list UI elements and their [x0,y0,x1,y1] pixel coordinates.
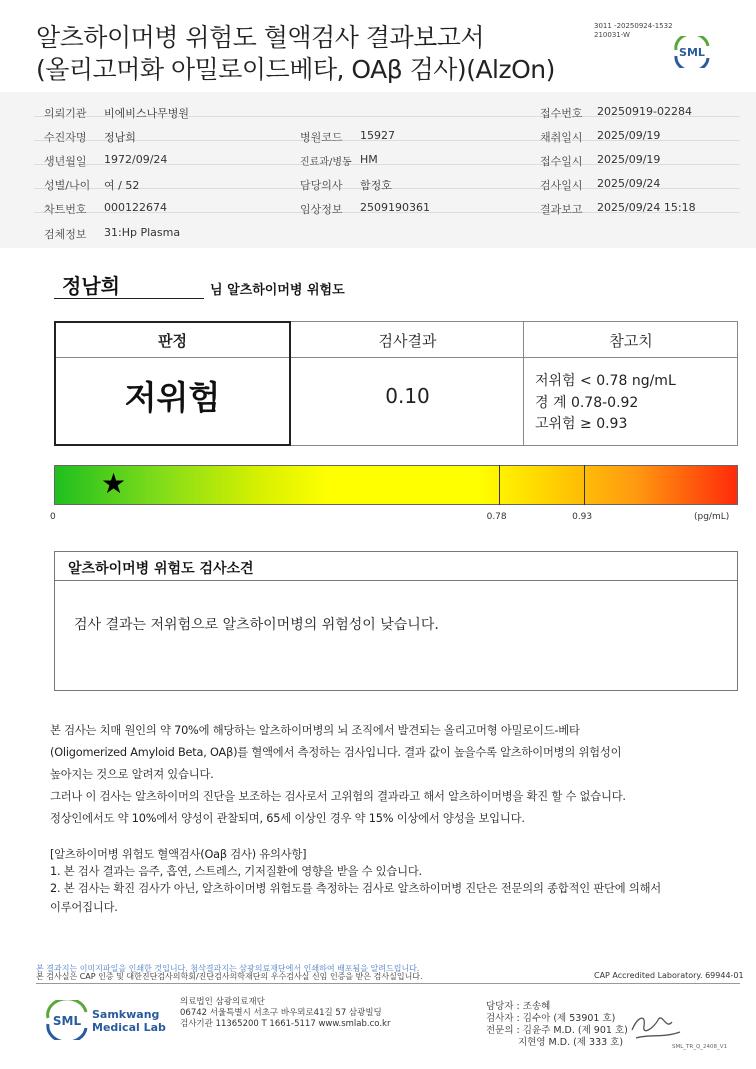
reference-border: 경 계 0.78-0.92 [535,395,639,411]
doctor-label: 담당의사 [300,179,343,192]
doctor-value: 함정호 [360,179,392,192]
collected-label: 채취일시 [540,131,583,144]
description-line-2: (Oligomerized Amyloid Beta, OAβ)를 혈액에서 측정하는 검사입니다. 결과 값이 높을수록 알츠하이머병의 위험성이 [50,746,622,759]
result-value: 0.10 [385,384,430,408]
description-line-4: 그러나 이 검사는 알츠하이머의 진단을 보조하는 검사로서 고위험의 결과라고 해서 알츠하이머병을 확진 할 수 없습니다. [50,790,626,803]
dept-value: HM [360,153,378,166]
signature-icon [628,1008,684,1048]
logo-top-text: SML [679,46,705,59]
notes-item-2: 2. 본 검사는 확진 검사가 아닌, 알츠하이머병 위험도를 측정하는 검사로 알츠하이머병 진단은 전문의의 종합적인 판단에 의해서 [50,882,661,895]
title-line-1: 알츠하이머병 위험도 혈액검사 결과보고서 [36,23,485,52]
sex-age-label: 성별/나이 [44,179,91,192]
org-name-en-1: Samkwang [92,1008,160,1021]
dob-value: 1972/09/24 [104,153,168,166]
image-print-notice: 본 결과지는 이미지파일을 인쇄한 것입니다. 첨삭결과지는 삼광의료재단에서 인쇄하여 배포됨을 알려드립니다. [36,964,420,973]
staff-line-3: 전문의 : 김윤주 M.D. (제 901 호) [486,1025,628,1036]
specimen-value: 31:Hp Plasma [104,226,181,239]
gauge-threshold-low [499,465,500,505]
gauge-tick-0: 0 [50,512,56,522]
patient-info-panel [0,92,756,248]
tested-value: 2025/09/24 [597,177,661,190]
sml-logo-icon [670,36,714,68]
org-name-en [92,1008,166,1034]
opinion-text: 검사 결과는 저위험으로 알츠하이머병의 위험성이 낮습니다. [74,617,439,633]
reported-value: 2025/09/24 15:18 [597,201,696,214]
reference-high: 고위험 ≥ 0.93 [535,416,628,432]
sex-age-value: 여 / 52 [104,179,140,192]
address-line-2: 06742 서울특별시 서초구 바우뫼로41길 57 삼광빌딩 [180,1008,382,1018]
cap-accreditation: CAP Accredited Laboratory. 69944-01 [594,971,744,980]
description-line-1: 본 검사는 치매 원인의 약 70%에 해당하는 알츠하이머병의 뇌 조직에서 발견되는 올리고머형 아밀로이드-베타 [50,724,580,737]
gauge-tick-093: 0.93 [572,512,593,522]
staff-line-2: 검사자 : 김수아 (제 53901 호) [486,1013,616,1024]
clinical-value: 2509190361 [360,201,430,214]
name-suffix: 님 알츠하이머병 위험도 [210,283,345,298]
staff-list [486,1001,628,1049]
notes-title: [알츠하이머병 위험도 혈액검사(Oaβ 검사) 유의사항] [50,848,307,861]
description-line-3: 높아지는 것으로 알려져 있습니다. [50,768,214,781]
specimen-label: 검체정보 [44,228,87,241]
certification-note: 본 검사실은 CAP 인증 및 대한진단검사의학회/진단검사의학재단의 우수검사실 신임 인증을 받은 검사실입니다. [36,972,423,981]
dept-label: 진료과/병동 [300,157,352,168]
judgement-value: 저위험 [124,378,221,417]
received-value: 2025/09/19 [597,153,661,166]
notes-item-2-cont: 이루어집니다. [50,901,118,914]
patient-name-heading: 정남희 [62,274,120,298]
document-id [594,22,673,40]
institution-label: 의뢰기관 [44,107,87,120]
report-title [36,22,555,86]
logo-bottom-text: SML [52,1014,82,1028]
receipt-no-value: 20250919-02284 [597,105,692,118]
hospital-code-value: 15927 [360,129,395,142]
hospital-code-label: 병원코드 [300,131,343,144]
title-line-2: (올리고머화 아밀로이드베타, OAβ 검사)(AlzOn) [36,55,555,84]
gauge-tick-078: 0.78 [486,512,507,522]
judge-header: 판정 [158,332,187,350]
description-line-5: 정상인에서도 약 10%에서 양성이 관찰되며, 65세 이상인 경우 약 15% 이상에서 양성을 보입니다. [50,812,525,825]
patient-value: 정남희 [104,131,136,144]
staff-line-1: 담당자 : 조송혜 [486,1001,551,1012]
sml-footer-logo-icon [44,1000,90,1044]
staff-line-4: 지현영 M.D. (제 333 호) [518,1037,624,1048]
reference-header: 참고치 [609,332,653,350]
address-line-1: 의료법인 삼광의료재단 [180,997,265,1007]
dob-label: 생년월일 [44,155,87,168]
chart-no-label: 차트번호 [44,203,87,216]
doc-id-line-1: 3011 -20250924-1532 [594,22,673,30]
name-underline [54,298,204,299]
gauge-threshold-high [584,465,585,505]
opinion-title: 알츠하이머병 위험도 검사소견 [68,561,254,577]
gauge-unit: (pg/mL) [694,512,730,522]
reference-low: 저위험 < 0.78 ng/mL [535,373,676,389]
org-name-en-2: Medical Lab [92,1021,166,1034]
chart-no-value: 000122674 [104,201,167,214]
patient-label: 수진자명 [44,131,87,144]
received-label: 접수일시 [540,155,583,168]
risk-gauge-bar [54,465,738,505]
notes-item-1: 1. 본 검사 결과는 음주, 흡연, 스트레스, 기저질환에 영향을 받을 수 있습니다. [50,865,422,878]
institution-value: 비에비스나무병원 [104,107,190,120]
tested-label: 검사일시 [540,179,583,192]
address-line-3: 검사기관 11365200 T 1661-5117 www.smlab.co.kr [180,1019,391,1029]
org-address [180,997,390,1030]
doc-id-line-2: 210031-W [594,31,630,39]
reported-label: 결과보고 [540,203,583,216]
gauge-marker-star-icon: ★ [101,467,127,500]
footer-divider [36,983,740,984]
form-code: SML_TR_Q_2408_V1 [672,1044,728,1050]
collected-value: 2025/09/19 [597,129,661,142]
clinical-label: 임상정보 [300,203,343,216]
result-header: 검사결과 [378,332,437,350]
receipt-no-label: 접수번호 [540,107,583,120]
